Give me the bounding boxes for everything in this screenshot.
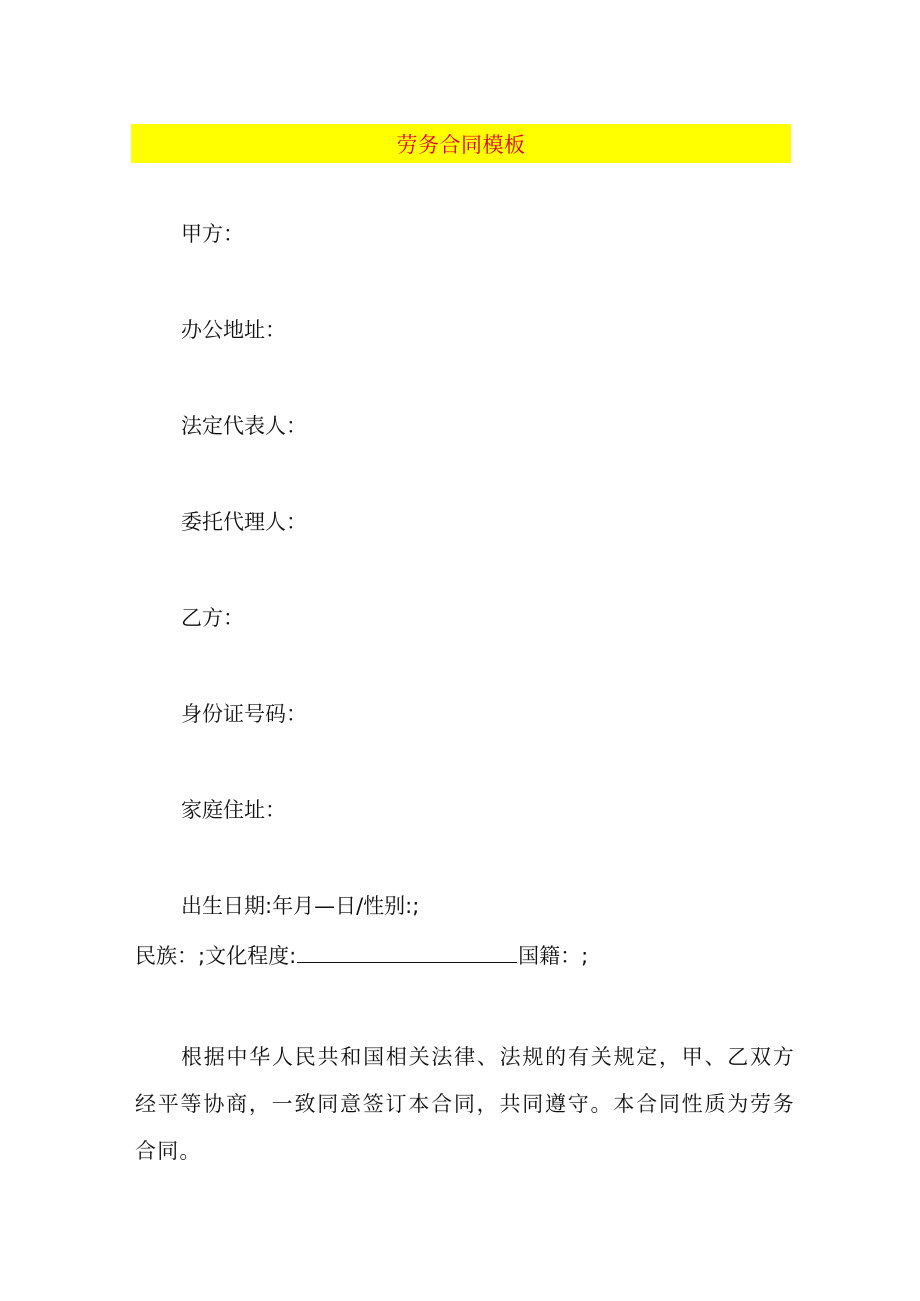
authorized-agent-label: 委托代理人： — [181, 510, 307, 534]
ethnic-education-nationality-line — [135, 940, 588, 971]
office-address-label: 办公地址： — [181, 318, 286, 342]
home-address-label: 家庭住址： — [181, 798, 286, 822]
party-b-label: 乙方： — [181, 606, 244, 630]
party-a-label: 甲方： — [181, 222, 244, 246]
education-blank-line — [297, 940, 517, 963]
ethnic-education-label: 民族：;文化程度: — [135, 944, 297, 968]
id-number-label: 身份证号码： — [181, 702, 307, 726]
document-title: 劳务合同模板 — [396, 132, 526, 157]
legal-representative-label: 法定代表人： — [181, 414, 307, 438]
birth-gender-line: 出生日期:年月—日/性别:; — [181, 894, 420, 918]
nationality-label: 国籍：; — [518, 944, 589, 968]
contract-preamble-paragraph: 根据中华人民共和国相关法律、法规的有关规定，甲、乙双方经平等协商，一致同意签订本合同，共同遵守。本合同性质为劳务合同。 — [135, 1045, 795, 1163]
title-banner — [131, 124, 791, 163]
